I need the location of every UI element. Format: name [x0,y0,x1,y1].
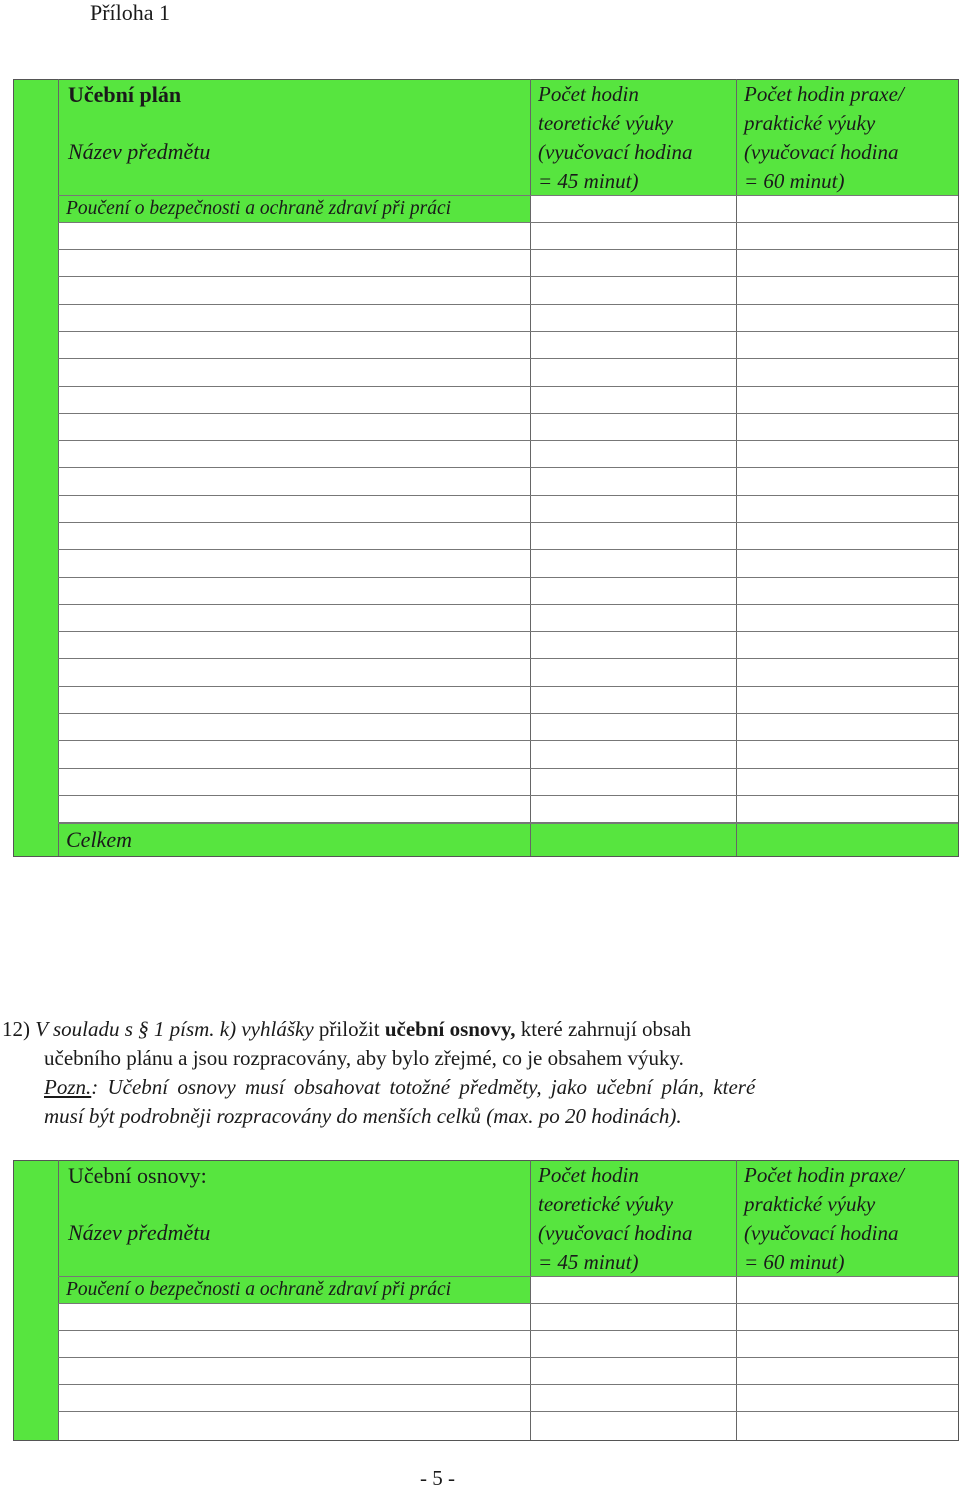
table-row-line [58,304,958,305]
paragraph-number: 12) [2,1017,30,1041]
table-row-line [58,331,958,332]
page-title: Příloha 1 [90,0,171,25]
table-row-line [58,1411,958,1412]
note-label: Pozn. [44,1075,92,1099]
table-row-line [58,467,958,468]
table1-theory-header: Počet hodin teoretické výuky (vyučovací hodina = 45 minut) [538,82,693,193]
table-row-line [58,358,958,359]
table1-subject-header: Název předmětu [68,139,211,164]
table-row-line [58,549,958,550]
table-row-line [58,249,958,250]
table1-title: Učební plán [68,82,182,107]
page-number: - 5 - [420,1466,455,1490]
table2-theory-header: Počet hodin teoretické výuky (vyučovací hodina = 45 minut) [538,1163,693,1274]
table-row-line [58,658,958,659]
table-row-line [58,713,958,714]
table-row-line [58,495,958,496]
table2-safety-row: Poučení o bezpečnosti a ochraně zdraví při práci [66,1279,452,1300]
table1-total-label: Celkem [66,827,132,852]
table1-practice-header: Počet hodin praxe/ praktické výuky (vyučovací hodina = 60 minut) [744,82,904,193]
table-row-line [58,686,958,687]
table-row-line [58,1384,958,1385]
table1-safety-row: Poučení o bezpečnosti a ochraně zdraví při práci [66,198,452,219]
table2-practice-header: Počet hodin praxe/ praktické výuky (vyučovací hodina = 60 minut) [744,1163,904,1274]
table-row-line [58,1357,958,1358]
table-row-line [58,823,958,824]
table-row-line [58,1330,958,1331]
table-row-line [58,577,958,578]
table-row-line [58,440,958,441]
table-row-line [58,276,958,277]
table-row-line [58,768,958,769]
table-row-line [58,522,958,523]
table-row-line [58,740,958,741]
table2-title: Učební osnovy: [68,1163,207,1188]
table-row-line [58,631,958,632]
table-row-line [58,413,958,414]
table-row-line [58,795,958,796]
table2-subject-header: Název předmětu [68,1220,211,1245]
table-row-line [58,604,958,605]
table-row-line [58,386,958,387]
